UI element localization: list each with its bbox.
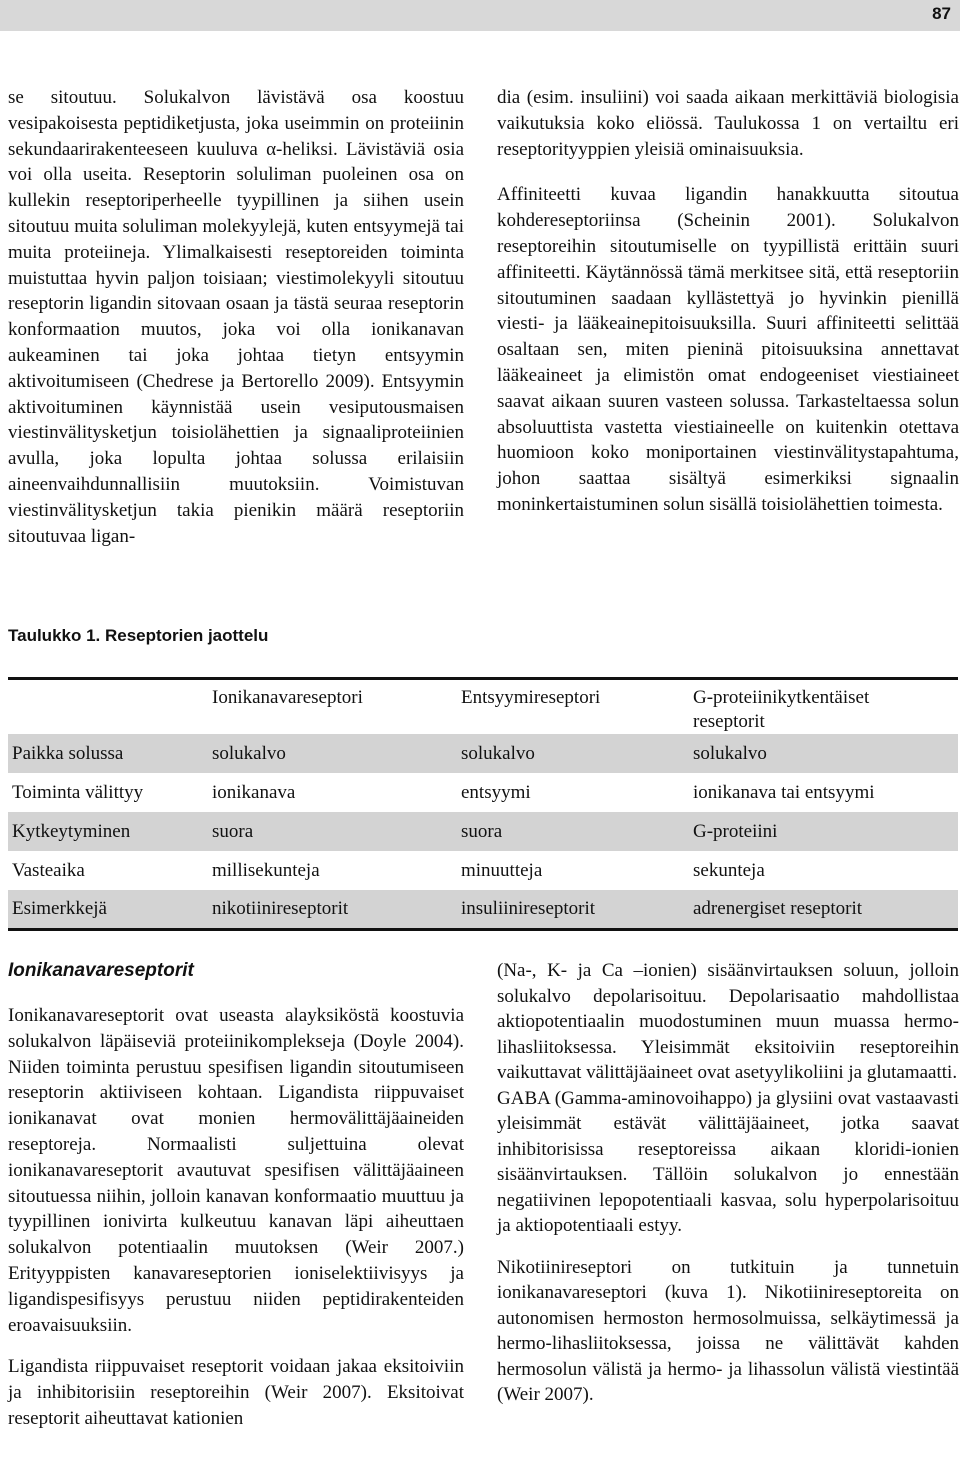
paragraph: GABA (Gamma-aminovoihappo) ja glysiini ovat vastaavasti yleisimmät estävät välittäjäaineet, jotka saavat inhibitorisissa reseptoreissa aikaan kloridi-ionien sisäänvirtauksen. Tällöin solukalvon jo ennestään negatiivinen lepopotentiaali kasvaa, solu hyperpolarisoituu ja aktiopotentiaali estyy. bbox=[497, 1087, 959, 1236]
table-row bbox=[8, 773, 958, 812]
section-heading: Ionikanavareseptorit bbox=[8, 960, 194, 981]
table-row bbox=[8, 890, 958, 929]
table-cell: suora bbox=[461, 820, 503, 842]
paragraph: Ionikanavareseptorit ovat useasta alayksiköstä koostuvia solukalvon läpäiseviä proteiinikomplekseja (Doyle 2004). Niiden toiminta perustuu spesifisen ligandin sitoutumiseen reseptorin aktiiviseen kohtaan. Ligandista riippuvaiset ionikanavat ovat monien hermovälittäjäaineiden reseptoreja. Normaalisti suljettuina olevat ionikanavareseptorit avautuvat spesifisen välittäjäaineen sitoutuessa niihin, jolloin kanavan konformaatio muuttuu ja tyypillinen ionivirta kulkeutuu kanavan läpi aiheuttaen solukalvon potentiaalin muutoksen (Weir 2007.) Erityyppisten kanavareseptorien ioniselektiivisyys ja ligandispesifisyys perustuu niiden peptidirakenteiden eroavaisuuksiin. bbox=[8, 1005, 464, 1336]
paragraph: se sitoutuu. Solukalvon lävistävä osa koostuu vesipakoisesta peptidiketjusta, joka useimmin on proteiinin sekundaarirakenteeseen kuuluva α-heliksi. Lävistäviä osia voi olla useita. Reseptorin soluliman puoleinen osa on kullekin reseptoriperheelle tyypillinen ja siihen usein sitoutuu muita soluliman molekyylejä, kuten entsyymejä tai muita proteiineja. Ylimalkaisesti reseptoreiden toiminta muistuttaa hyvin paljon toisiaan; viestimolekyyli sitoutuu reseptorin ligandin sitovaan osaan ja tästä seuraa reseptorin konformaation muutos, joka voi olla ionikanavan aukeaminen tai joka johtaa tietyn entsyymin aktivoitumiseen (Chedrese ja Bertorello 2009). Entsyymin aktivoituminen käynnistää usein vesiputousmaisen viestinvälitysketjun toisiolähettien ja signaaliproteiinien avulla, joka lopulta johtaa solussa erilaisiin aineenvaihdunnallisiin muutoksiin. Voimistuvan viestinvälitysketjun takia pienikin määrä reseptoriin sitoutuvaa ligan- bbox=[8, 87, 464, 547]
table-cell: minuutteja bbox=[461, 859, 543, 881]
text-column-bottom-right bbox=[497, 958, 959, 1408]
table-header-cell bbox=[8, 679, 208, 735]
paragraph: Affiniteetti kuvaa ligandin hanakkuutta sitoutua kohdereseptoriinsa (Scheinin 2001). Solukalvon reseptoreihin sitoutumiselle on tyypillistä erittäin suuri affiniteetti. Käytännössä tämä merkitsee sitä, että reseptoriin sitoutuminen saadaan kyllästettyä jo hyvinkin pienillä viesti- ja lääkeainepitoisuuksilla. Suuri affiniteetti selittää osaltaan sen, miten pieninä pitoisuuksina annettavat lääkeaineet ja elimistön omat endogeeniset viestiaineet saavat aikaan suuren vasteen solussa. Tarkasteltaessa solun absoluuttista vastetta viestiaineelle on kuitenkin otettava huomioon koko moniportainen viestinvälitystapahtuma, johon saattaa sisältyä esimerkiksi signaalin moninkertaistuminen solun sisällä toisiolähettien toimesta. bbox=[497, 184, 959, 515]
text-column-top-right bbox=[497, 85, 959, 518]
page-number: 87 bbox=[932, 4, 951, 23]
table-row bbox=[8, 812, 958, 851]
table-header-cell: Ionikanavareseptori bbox=[208, 679, 457, 735]
paragraph: Ligandista riippuvaiset reseptorit voidaan jakaa eksitoiviin ja inhibitorisiin reseptoreihin (Weir 2007). Eksitoivat reseptorit aiheuttavat kationien bbox=[8, 1356, 464, 1429]
paragraph: dia (esim. insuliini) voi saada aikaan merkittäviä biologisia vaikutuksia koko eliössä. Taulukossa 1 on vertailtu eri reseptorityyppien yleisiä ominaisuuksia. bbox=[497, 87, 959, 160]
paragraph: Nikotiinireseptori on tutkituin ja tunnetuin ionikanavareseptori (kuva 1). Nikotiinireseptoreita on autonomisen hermoston hermosolmuissa, selkäytimessä ja hermo-lihasliitoksessa, joissa ne välittävät kahden hermosolun välistä ja hermo- ja lihassolun välistä viestintää (Weir 2007). bbox=[497, 1256, 959, 1405]
table-row bbox=[8, 851, 958, 890]
table-header-cell: G-proteiinikytkentäiset reseptorit bbox=[689, 679, 958, 735]
table-row bbox=[8, 734, 958, 773]
table-cell: solukalvo bbox=[693, 742, 767, 764]
table-cell: adrenergiset reseptorit bbox=[693, 897, 862, 919]
table-cell: Toiminta välittyy bbox=[12, 781, 144, 803]
table-header-row bbox=[8, 679, 958, 735]
table-cell: ionikanava tai entsyymi bbox=[693, 781, 875, 803]
table-cell: Paikka solussa bbox=[12, 742, 124, 764]
text-column-top-left bbox=[8, 85, 464, 549]
table-cell: Esimerkkejä bbox=[12, 897, 107, 919]
table-caption: Taulukko 1. Reseptorien jaottelu bbox=[8, 626, 269, 645]
table-cell: ionikanava bbox=[212, 781, 296, 803]
table-cell: Kytkeytyminen bbox=[12, 820, 131, 842]
table-cell: Vasteaika bbox=[12, 859, 85, 881]
table-cell: millisekunteja bbox=[212, 859, 320, 881]
table-cell: solukalvo bbox=[461, 742, 535, 764]
table-cell: solukalvo bbox=[212, 742, 286, 764]
table-cell: G-proteiini bbox=[693, 820, 778, 842]
page-header bbox=[0, 0, 960, 31]
table-cell: sekunteja bbox=[693, 859, 765, 881]
table-cell: nikotiinireseptorit bbox=[212, 897, 349, 919]
table-header-cell: Entsyymireseptori bbox=[457, 679, 689, 735]
paragraph: (Na-, K- ja Ca –ionien) sisäänvirtauksen soluun, jolloin solukalvo depolarisoituu. Depolarisaatio mahdollistaa aktiopotentiaalin muodostuminen muun muassa hermo-lihasliitoksessa. Yleisimmät eksitoiviin reseptoreihin vaikuttavat välittäjäaineet ovat asetyylikoliini ja glutamaatti. bbox=[497, 960, 959, 1083]
text-column-bottom-left bbox=[8, 958, 464, 1432]
table-cell: suora bbox=[212, 820, 254, 842]
table-cell: insuliinireseptorit bbox=[461, 897, 596, 919]
table-cell: entsyymi bbox=[461, 781, 531, 803]
receptor-table bbox=[8, 677, 958, 931]
